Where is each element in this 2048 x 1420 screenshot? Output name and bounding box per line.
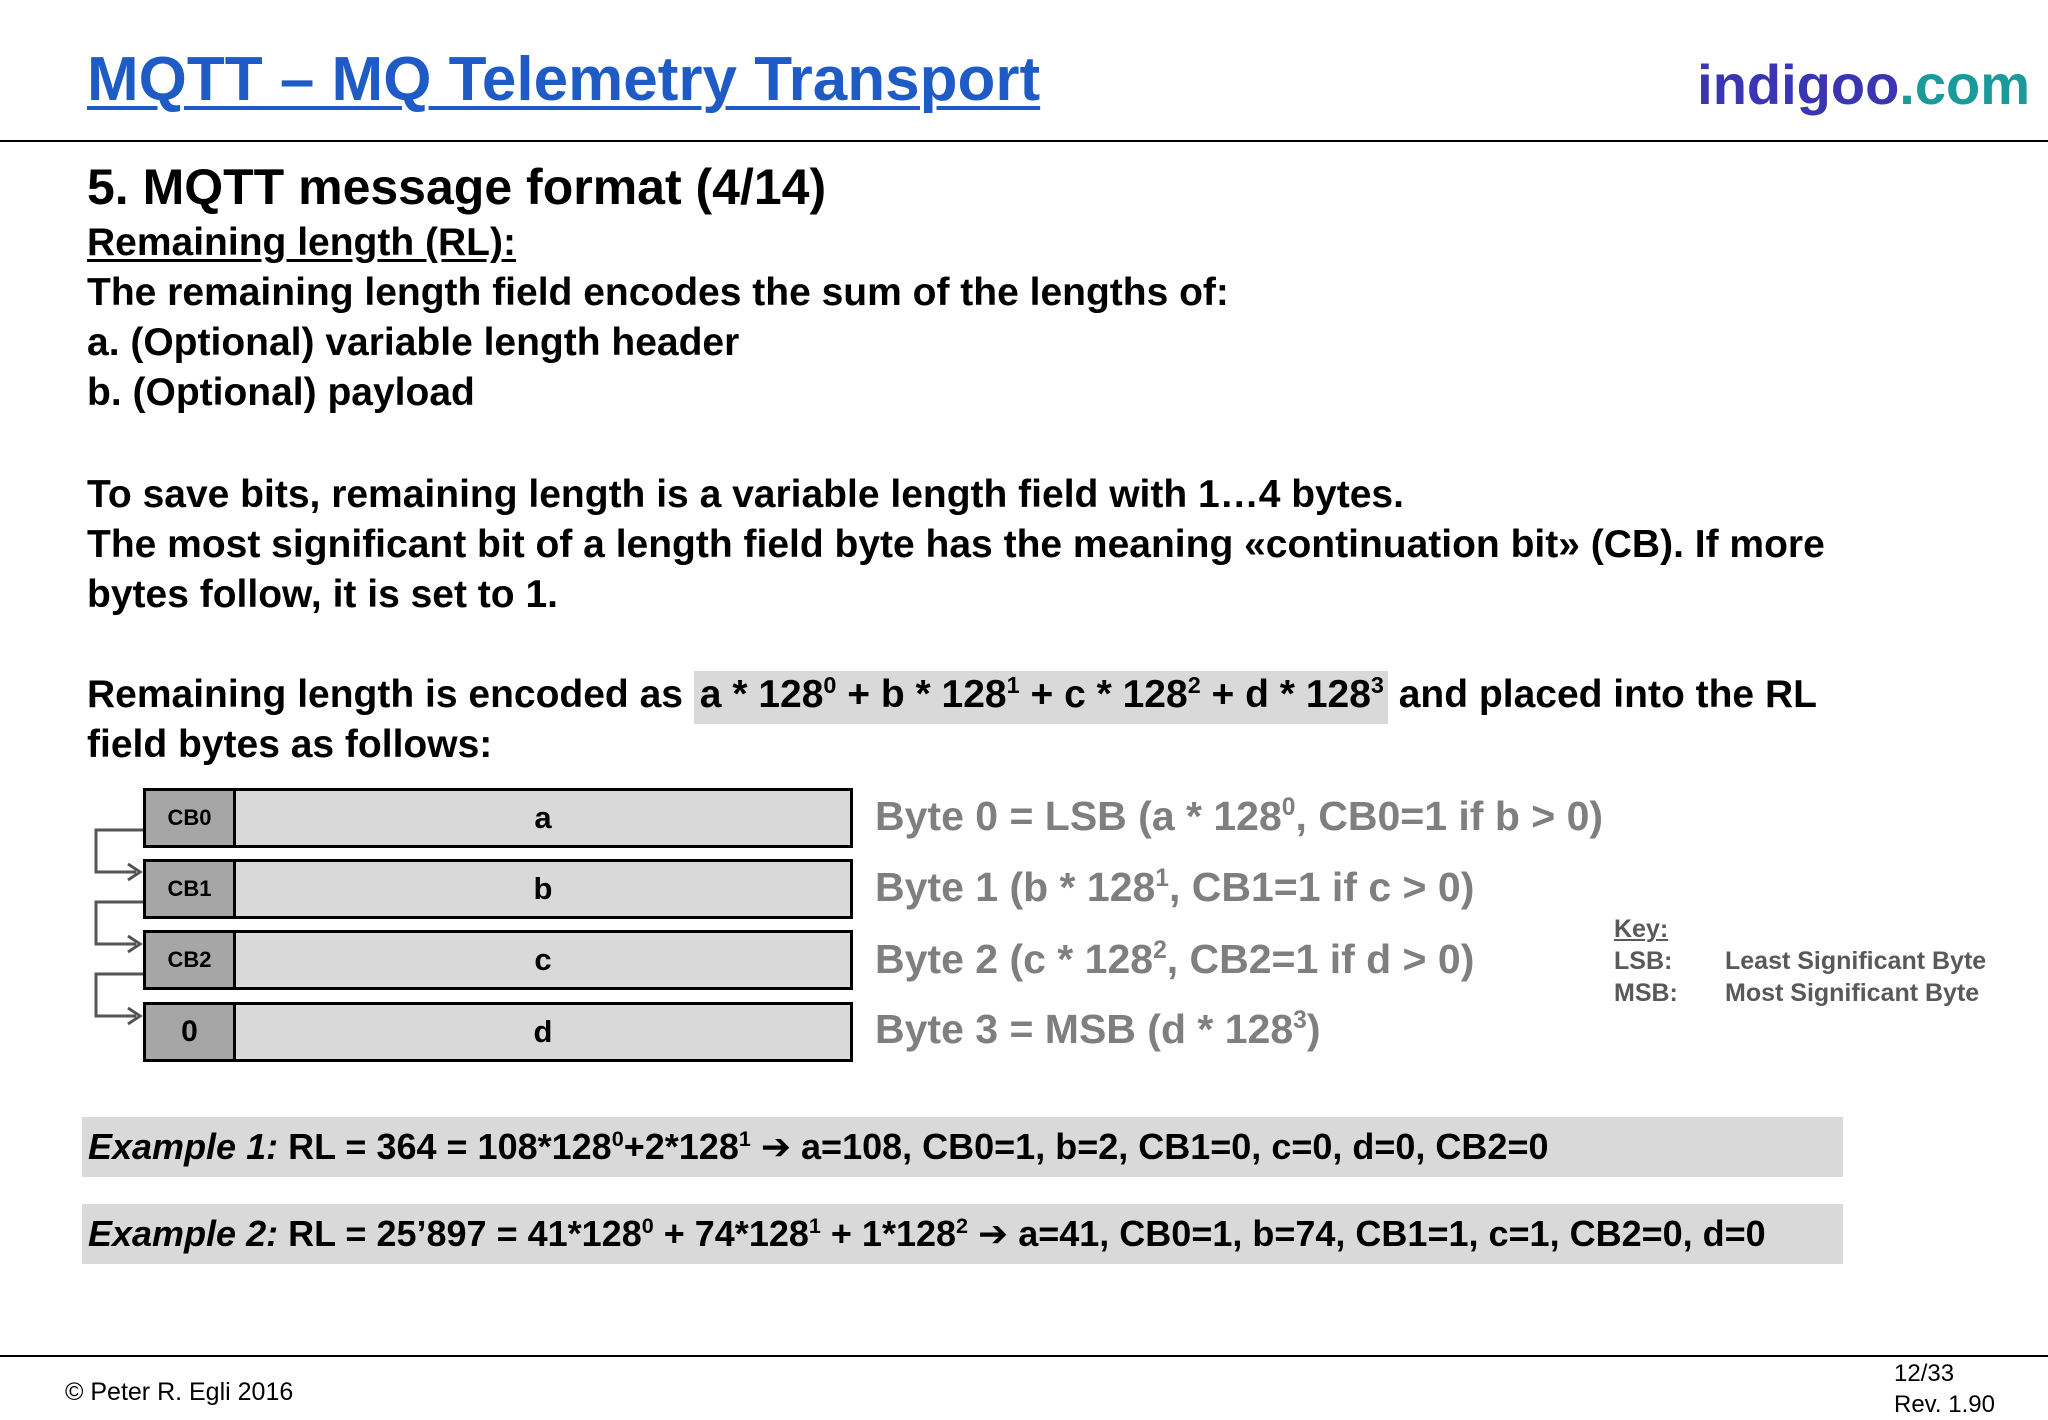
revision: Rev. 1.90 [1894,1391,1995,1418]
list-item-b: b. (Optional) payload [87,371,475,414]
example-2: Example 2: RL = 25’897 = $41*128^0 + 74*128^1 + 1*128^2$ ➔ a=41, CB0=1, b=74, CB1=1, c=1, CB2=0, d=0 [82,1204,1843,1264]
key-row-msb: MSB: Most Significant Byte [1614,979,1980,1007]
continuation-bit-cell: CB0 [146,791,236,845]
footer-page-info [1894,1358,1995,1420]
example-1-label: Example 1: [88,1126,279,1167]
brand-logo [1697,52,2030,117]
page-number: 12/33 [1894,1360,1955,1387]
paragraph-cb-line1: The most significant bit of a length field byte has the meaning «continuation bit» (CB). If more [87,523,1825,566]
paragraph-save-bits: To save bits, remaining length is a variable length field with 1…4 bytes. [87,473,1404,516]
list-item-a: a. (Optional) variable length header [87,321,740,364]
rl-byte-row [143,788,853,848]
byte-description: Byte 3 = MSB $(d * 128^3)$ [875,1006,1321,1052]
encoding-prefix: Remaining length is encoded as [87,673,694,716]
section-subheading: Remaining length (RL): [87,221,516,264]
value-field-cell: b [533,871,553,906]
byte-description: Byte 0 = LSB ($a * 128^0$, CB0=1 if b > 0) [875,793,1604,839]
continuation-arrows [88,820,148,1030]
intro-text: The remaining length field encodes the sum of the lengths of: [87,271,1229,314]
example-1: Example 1: RL = $364 = 108*128^0+2*128^1$ ➔ a=108, CB0=1, b=2, CB1=0, c=0, d=0, CB2=0 [82,1117,1843,1177]
continuation-bit-cell: CB1 [146,862,236,916]
byte-description: Byte 2 ($c * 128^2$, CB2=1 if d > 0) [875,936,1475,982]
continuation-bit-cell: CB2 [146,933,236,987]
rl-byte-row [143,1002,853,1062]
rl-byte-row [143,859,853,919]
slide-title: 5. MQTT message format (4/14) [87,159,827,215]
key-heading: Key: [1614,915,1669,943]
encoding-line1 [87,670,1817,720]
encoding-formula: $a * 128^0 + b * 128^1 + c * 128^2 + d * 128^3$ [694,671,1388,724]
brand-name: indigoo [1697,53,1900,116]
continuation-bit-cell: 0 [146,1005,236,1059]
header-divider [0,140,2048,142]
footer-divider [0,1355,2048,1357]
key-row-lsb: LSB: Least Significant Byte [1614,947,1987,975]
example-2-label: Example 2: [88,1213,279,1254]
rl-byte-row [143,930,853,990]
encoding-line2: field bytes as follows: [87,723,493,766]
byte-description: Byte 1 ($b * 128^1$, CB1=1 if c > 0) [875,864,1475,910]
slide-header-title: MQTT – MQ Telemetry Transport [87,45,1041,114]
footer-copyright: © Peter R. Egli 2016 [65,1378,294,1406]
paragraph-cb-line2: bytes follow, it is set to 1. [87,573,558,616]
value-field-cell: c [534,942,552,977]
abbreviation-key [1614,913,1986,1009]
brand-domain: .com [1899,53,2030,116]
value-field-cell: a [534,800,552,835]
encoding-suffix: and placed into the RL [1387,673,1817,716]
value-field-cell: d [533,1014,553,1049]
